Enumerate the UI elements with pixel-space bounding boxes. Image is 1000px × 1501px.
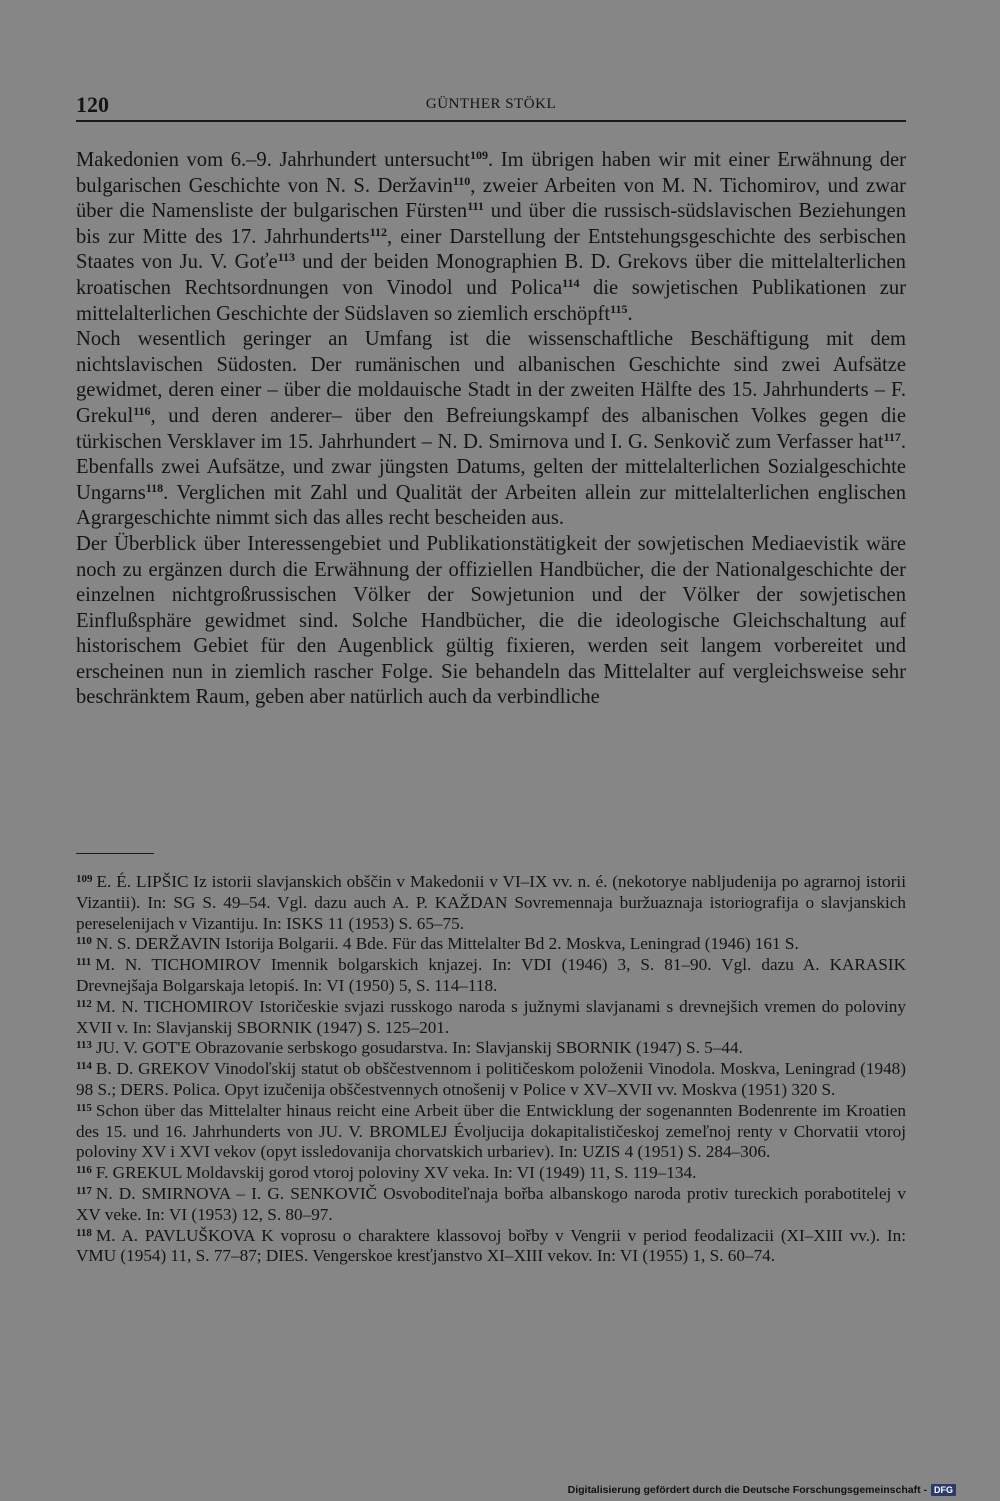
footnote-ref: 116 — [133, 403, 151, 418]
running-head: GÜNTHER STÖKL — [425, 96, 557, 112]
footnote-text: M. N. TICHOMIROV Imennik bolgarskich knjazej. In: VDI (1946) 3, S. 81–90. Vgl. dazu A. KARASIK Drevnejšaja Bolgarskaja letopiś. In: VI (1950) 5, S. 114–118. — [76, 955, 906, 995]
footnote-ref: 117 — [883, 429, 901, 444]
footnote-number: 110 — [76, 935, 92, 948]
footnote-number: 116 — [76, 1164, 92, 1177]
footnotes — [76, 872, 906, 1267]
footnote-text: M. N. TICHOMIROV Istoričeskie svjazi russkogo naroda s južnymi slavjanami s drevnejšich vremen do poloviny XVII v. In: Slavjanskij SBORNIK (1947) S. 125–201. — [76, 996, 906, 1037]
footnote — [76, 1059, 906, 1101]
page-number: 120 — [76, 92, 109, 117]
footnote-text: F. GREKUL Moldavskij gorod vtoroj poloviny XV veka. In: VI (1949) 11, S. 119–134. — [95, 1163, 697, 1183]
text-run: . — [627, 302, 633, 325]
footnote-ref: 109 — [470, 148, 489, 162]
body-text — [76, 148, 906, 711]
footnote-number: 112 — [76, 997, 92, 1010]
paragraph — [76, 327, 906, 532]
footnote — [76, 955, 906, 997]
footnote-number: 114 — [76, 1060, 92, 1073]
footnote-divider — [76, 853, 154, 854]
footnote — [76, 1101, 906, 1163]
text-run: die sowjetischen Publikationen zur mittelalterlichen Geschichte der Südslaven so ziemlich erschöpft — [76, 276, 907, 325]
text-run: Noch wesentlich geringer an Umfang ist die wissenschaftliche Beschäftigung mit dem nichtslavischen Südosten. Der rumänischen und albanischen Geschichte sind zwei Aufsätze gewidmet, deren einer – über die moldauische Stadt in der zweiten Hälfte des 15. Jahrhunderts – F. Grekul — [76, 328, 906, 427]
footnote — [76, 872, 906, 934]
footnote-number: 113 — [76, 1039, 92, 1052]
footnote — [76, 1226, 906, 1268]
text-run: . Verglichen mit Zahl und Qualität der Arbeiten allein zur mittelalterlichen englischen Agrargeschichte nimmt sich das alles recht bescheiden aus. — [76, 481, 906, 530]
footnote-number: 109 — [76, 873, 93, 885]
footnote-ref: 112 — [369, 224, 388, 239]
footnote-ref: 111 — [467, 199, 484, 214]
footnote-text: B. D. GREKOV Vinodoľskij statut ob obščestvennom i političeskom položenii Vinodola. Moskva, Leningrad (1948) 98 S.; DERS. Polica. Opyt izučenija obščestvennych otnošenij v Police v XV–XVII vv. Moskva (1951) 320 S. — [76, 1059, 906, 1099]
footnote — [76, 934, 906, 955]
footnote-ref: 118 — [145, 480, 164, 495]
footnote-number: 118 — [76, 1226, 92, 1239]
text-run: , und deren anderer– über den Befreiungskampf des albanischen Volkes gegen die türkischen Versklaver im 15. Jahrhundert – N. D. Smirnova und I. G. Senkovič zum Verfasser hat — [76, 404, 906, 453]
text-run: Der Überblick über Interessengebiet und Publikationstätigkeit der sowjetischen Mediaevistik wäre noch zu ergänzen durch die Erwähnung der offiziellen Handbücher, die der Nationalgeschichte der einzelnen nichtgroßrussischen Völker der Sowjetunion und der Völker der sowjetischen Einflußsphäre gewidmet sind. Solche Handbücher, die die ideologische Gleichschaltung auf historischem Gebiet für den Augenblick gültig fixieren, werden seit langem vorbereitet und erscheinen nun in ziemlich rascher Folge. Sie behandeln das Mittelalter auf vergleichsweise sehr beschränktem Raum, geben aber natürlich auch da verbindliche — [76, 532, 906, 709]
paragraph — [76, 532, 906, 711]
footnote-ref: 110 — [452, 173, 471, 188]
footnote — [76, 997, 906, 1039]
footnote-text: E. É. LIPŠIC Iz istorii slavjanskich obščin v Makedonii v VI–IX vv. n. é. (nekotorye nabljudenija po agrarnoj istorii Vizantii). In: SG S. 49–54. Vgl. dazu auch A. P. KAŽDAN Sovremennaja buržuaznaja istoriografija o slavjanskich pereselenijach v Vizantiju. In: ISKS 11 (1953) S. 65–75. — [76, 872, 906, 933]
text-run: . Ebenfalls zwei Aufsätze, und zwar jüngsten Datums, gelten der mittelalterlichen Sozialgeschichte Ungarns — [76, 430, 906, 504]
footnote-text: M. A. PAVLUŠKOVA K voprosu o charaktere klassovoj bořby v Vengrii v period feodalizacii (XI–XIII vv.). In: VMU (1954) 11, S. 77–87; DIES. Vengerskoe kresťjanstvo XI–XIII vekov. In: VI (1955) 1, S. 60–74. — [76, 1225, 906, 1266]
text-run: , einer Darstellung der Entstehungsgeschichte des serbischen Staates von Ju. V. Goťe — [76, 225, 907, 274]
footnote-ref: 115 — [610, 301, 628, 316]
text-run: . Im übrigen haben wir mit einer Erwähnung der bulgarischen Geschichte von N. S. Deržavin — [76, 149, 906, 197]
text-run: Makedonien vom 6.–9. Jahrhundert untersucht — [76, 149, 471, 171]
digitization-credit — [568, 1484, 956, 1496]
footnote-number: 111 — [76, 956, 92, 969]
footnote-number: 115 — [76, 1101, 92, 1114]
text-run: , zweier Arbeiten von M. N. Tichomirov, und zwar über die Namensliste der bulgarischen Fürsten — [76, 174, 906, 223]
credit-text: Digitalisierung gefördert durch die Deutsche Forschungsgemeinschaft - — [567, 1484, 927, 1496]
footnote-text: JU. V. GOT'E Obrazovanie serbskogo gosudarstva. In: Slavjanskij SBORNIK (1947) S. 5–44. — [95, 1038, 743, 1058]
footnote-number: 117 — [76, 1184, 92, 1197]
footnote-ref: 113 — [277, 250, 296, 265]
footnote-ref: 114 — [562, 275, 580, 290]
paragraph — [76, 148, 906, 327]
text-run: und über die russisch-südslavischen Beziehungen bis zur Mitte des 17. Jahrhunderts — [76, 200, 906, 248]
dfg-logo-icon: DFG — [931, 1484, 956, 1496]
footnote-text: N. S. DERŽAVIN Istorija Bolgarii. 4 Bde. Für das Mittelalter Bd 2. Moskva, Leningrad (1946) 161 S. — [95, 934, 799, 954]
footnote-text: N. D. SMIRNOVA – I. G. SENKOVIČ Osvoboditeľnaja bořba albanskogo naroda protiv tureckich porabotitelej v XV veke. In: VI (1953) 12, S. 80–97. — [76, 1183, 906, 1224]
text-run: und der beiden Monographien B. D. Grekovs über die mittelalterlichen kroatischen Rechtsordnungen von Vinodol und Polica — [76, 251, 906, 299]
footnote — [76, 1163, 906, 1184]
footnote — [76, 1038, 906, 1059]
footnote-text: Schon über das Mittelalter hinaus reicht eine Arbeit über die Entwicklung der sogenannten Bodenrente im Kroatien des 15. und 16. Jahrhunderts von JU. V. BROMLEJ Évoljucija dokapitalističeskoj zemeľnoj renty v Chorvatii vtoroj poloviny XV i XVI vekov (opyt issledovanija chorvatskich urbariev). In: UZIS 4 (1951) S. 284–306. — [76, 1100, 906, 1162]
page-header — [76, 92, 906, 122]
footnote — [76, 1184, 906, 1226]
